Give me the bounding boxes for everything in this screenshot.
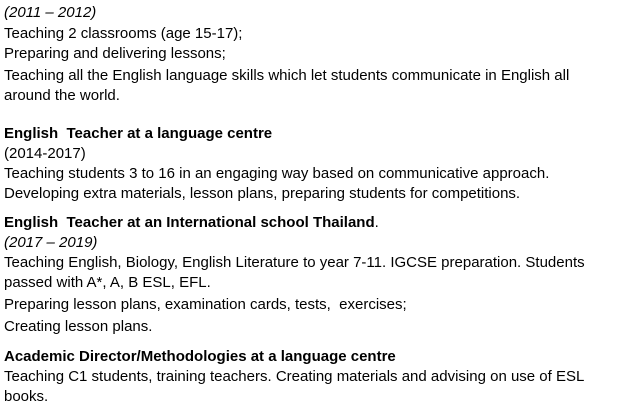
job-duty-line: Teaching 2 classrooms (age 15-17);	[4, 25, 243, 42]
job-description-line: books.	[4, 388, 49, 405]
experience-entry-4	[4, 347, 635, 407]
job-title: Academic Director/Methodologies at a language centre	[4, 348, 396, 365]
job-period: (2011 – 2012)	[4, 4, 97, 21]
job-title	[4, 213, 635, 233]
experience-entry-1	[4, 3, 635, 106]
job-title-period-mark: .	[374, 214, 379, 231]
job-description-line: Teaching C1 students, training teachers. Creating materials and advising on use of ESL	[4, 368, 585, 385]
job-title-text: English Teacher at an International school Thailand	[4, 214, 375, 231]
job-description-line: Teaching English, Biology, English Literature to year 7-11. IGCSE preparation. Students	[4, 254, 585, 271]
job-duty-line: Preparing and delivering lessons;	[4, 45, 226, 62]
job-duty-line: Creating lesson plans.	[4, 318, 153, 335]
job-title: English Teacher at a language centre	[4, 125, 273, 142]
job-description	[4, 66, 635, 106]
job-period: (2014-2017)	[4, 145, 86, 162]
job-description-line: passed with A*, A, B ESL, EFL.	[4, 274, 211, 291]
experience-entry-3	[4, 213, 635, 337]
job-description-line: Developing extra materials, lesson plans, preparing students for competitions.	[4, 185, 521, 202]
experience-entry-2	[4, 124, 635, 204]
job-description-line: Teaching students 3 to 16 in an engaging way based on communicative approach.	[4, 165, 550, 182]
job-description-line: around the world.	[4, 87, 120, 104]
job-period: (2017 – 2019)	[4, 234, 98, 251]
job-duty-line: Preparing lesson plans, examination cards, tests, exercises;	[4, 296, 407, 313]
job-description-line: Teaching all the English language skills which let students communicate in English all	[4, 67, 570, 84]
